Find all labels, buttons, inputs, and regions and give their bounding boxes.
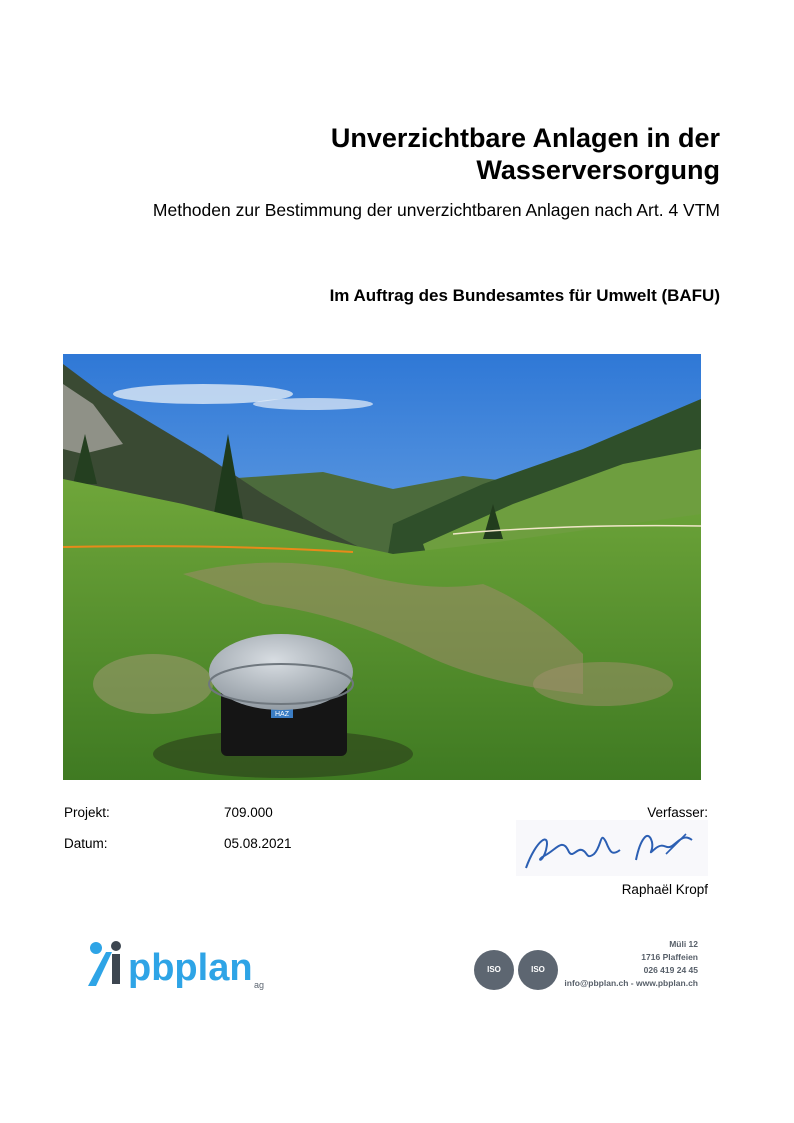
project-label: Projekt: [64,805,110,820]
client-line: Im Auftrag des Bundesamtes für Umwelt (BAFU) [329,286,720,305]
document-title: Unverzichtbare Anlagen in der Wasserversorgung [330,123,720,185]
date-value: 05.08.2021 [224,836,292,851]
project-value: 709.000 [224,805,273,820]
author-name: Raphaël Kropf [621,882,708,897]
address-line-1: Müli 12 [669,939,698,949]
address-contact: info@pbplan.ch - www.pbplan.ch [564,978,698,988]
signature [516,820,708,876]
author-label: Verfasser: [647,805,708,820]
iso-cert-badge-1: ISO [474,950,514,990]
document-subtitle: Methoden zur Bestimmung der unverzichtbaren Anlagen nach Art. 4 VTM [152,200,720,220]
pbplan-logo [86,938,276,994]
logo-text: pbplan [128,947,253,989]
lid-label: HAZ [275,711,289,718]
company-address [518,938,698,990]
iso-cert-badge-2: ISO [518,950,558,990]
date-label: Datum: [64,836,108,851]
cover-photo [63,354,701,780]
address-line-2: 1716 Plaffeien [641,952,698,962]
address-phone: 026 419 24 45 [643,965,698,975]
logo-suffix: ag [254,980,265,990]
